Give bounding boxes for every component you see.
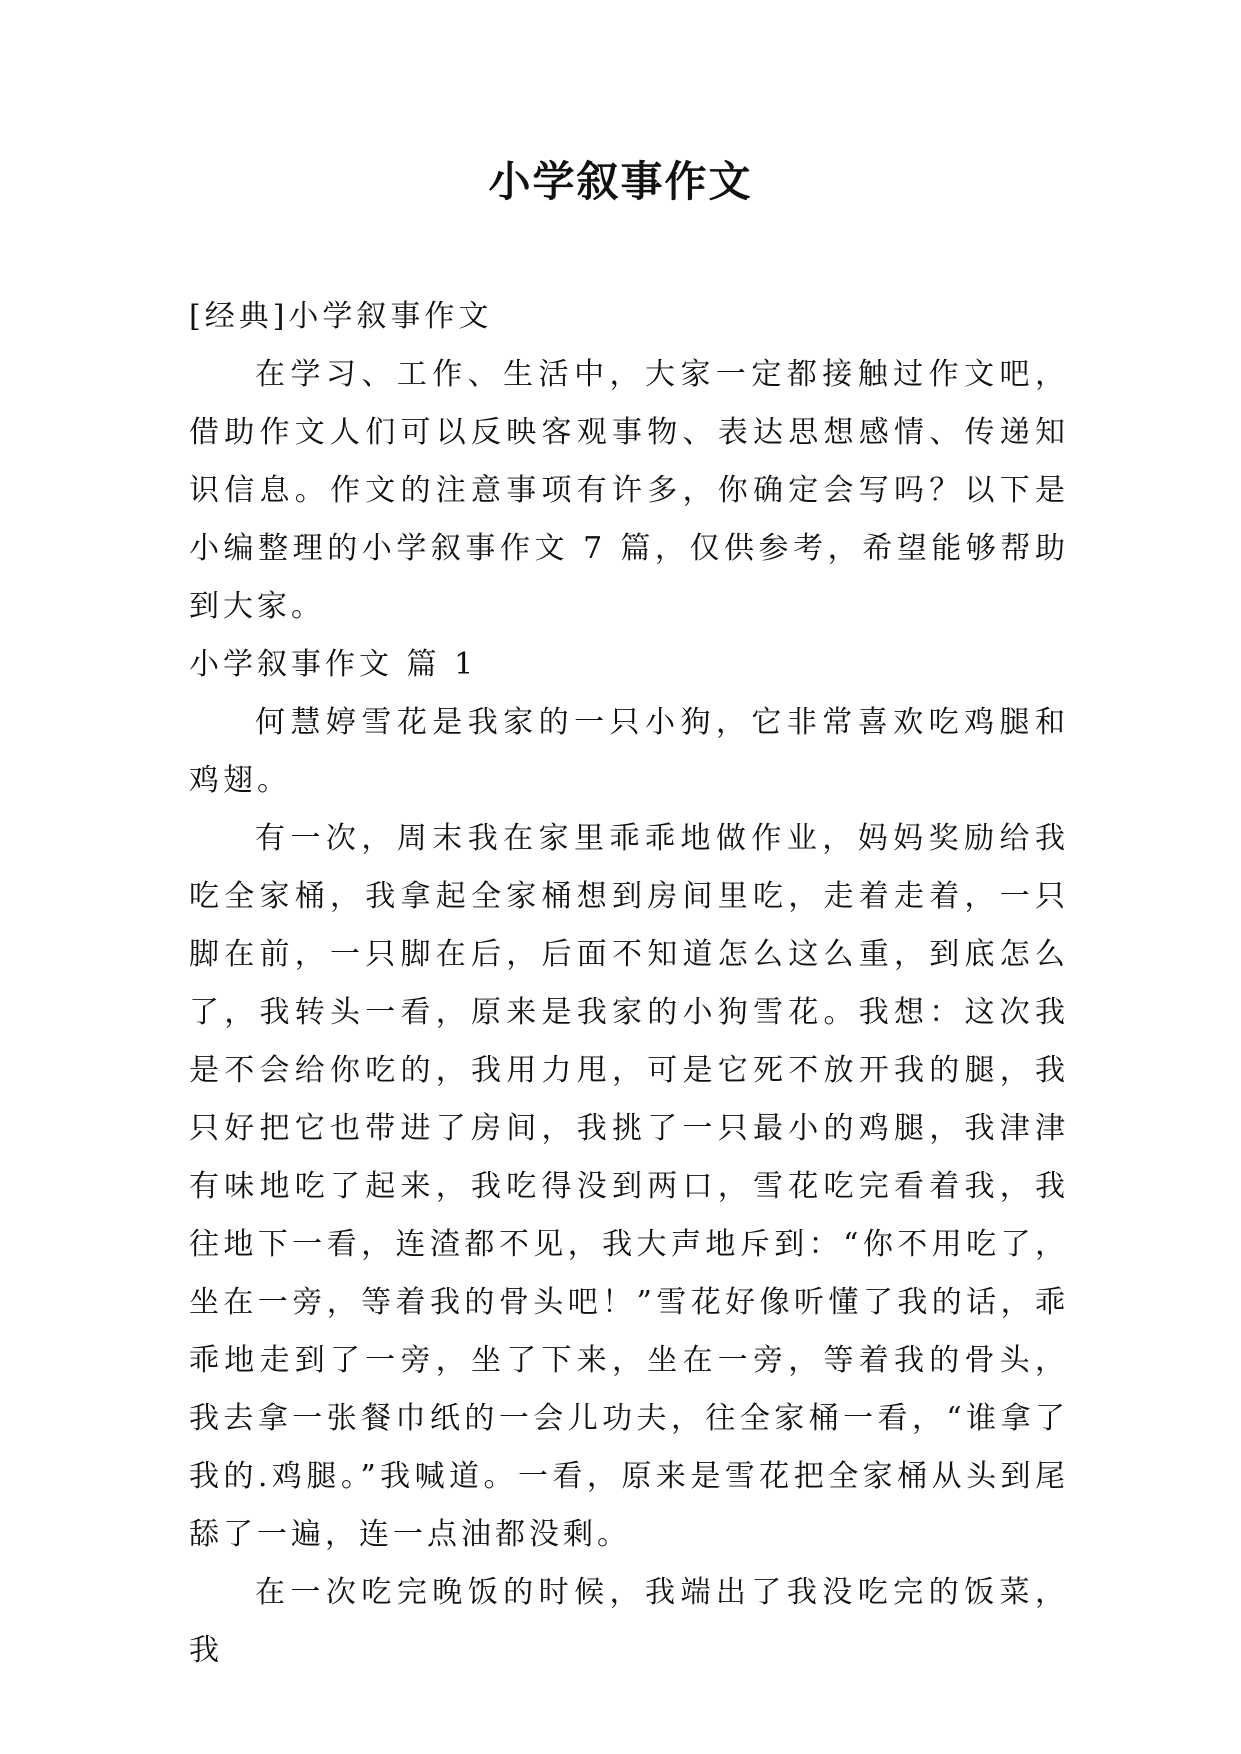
document-title: 小学叙事作文 — [488, 157, 753, 206]
body-paragraph: 有一次，周末我在家里乖乖地做作业，妈妈奖励给我吃全家桶，我拿起全家桶想到房间里吃，走着走着，一只脚在前，一只脚在后，后面不知道怎么这么重，到底怎么了，我转头一看，原来是我家的小狗雪花。我想：这次我是不会给你吃的，我用力甩，可是它死不放开我的腿，我只好把它也带进了房间，我挑了一只最小的鸡腿，我津津有味地吃了起来，我吃得没到两口，雪花吃完看着我，我往地下一看，连渣都不见，我大声地斥到：“你不用吃了，坐在一旁，等着我的骨头吧！”雪花好像听懂了我的话，乖乖地走到了一旁，坐了下来，坐在一旁，等着我的骨头，我去拿一张餐巾纸的一会儿功夫，往全家桶一看，“谁拿了我的.鸡腿。”我喊道。一看，原来是雪花把全家桶从头到尾舔了一遍，连一点油都没剩。 — [189, 821, 1069, 1552]
subtitle-line: [经典]小学叙事作文 — [189, 299, 493, 334]
body-paragraph: 何慧婷雪花是我家的一只小狗，它非常喜欢吃鸡腿和鸡翅。 — [189, 705, 1069, 798]
document-body — [189, 288, 1069, 1680]
body-paragraph: 在一次吃完晚饭的时候，我端出了我没吃完的饭菜，我 — [189, 1575, 1069, 1668]
intro-paragraph: 在学习、工作、生活中，大家一定都接触过作文吧，借助作文人们可以反映客观事物、表达思想感情、传递知识信息。作文的注意事项有许多，你确定会写吗？以下是小编整理的小学叙事作文 7 篇，仅供参考，希望能够帮助到大家。 — [189, 357, 1069, 624]
section-heading: 小学叙事作文 篇 1 — [189, 647, 478, 682]
